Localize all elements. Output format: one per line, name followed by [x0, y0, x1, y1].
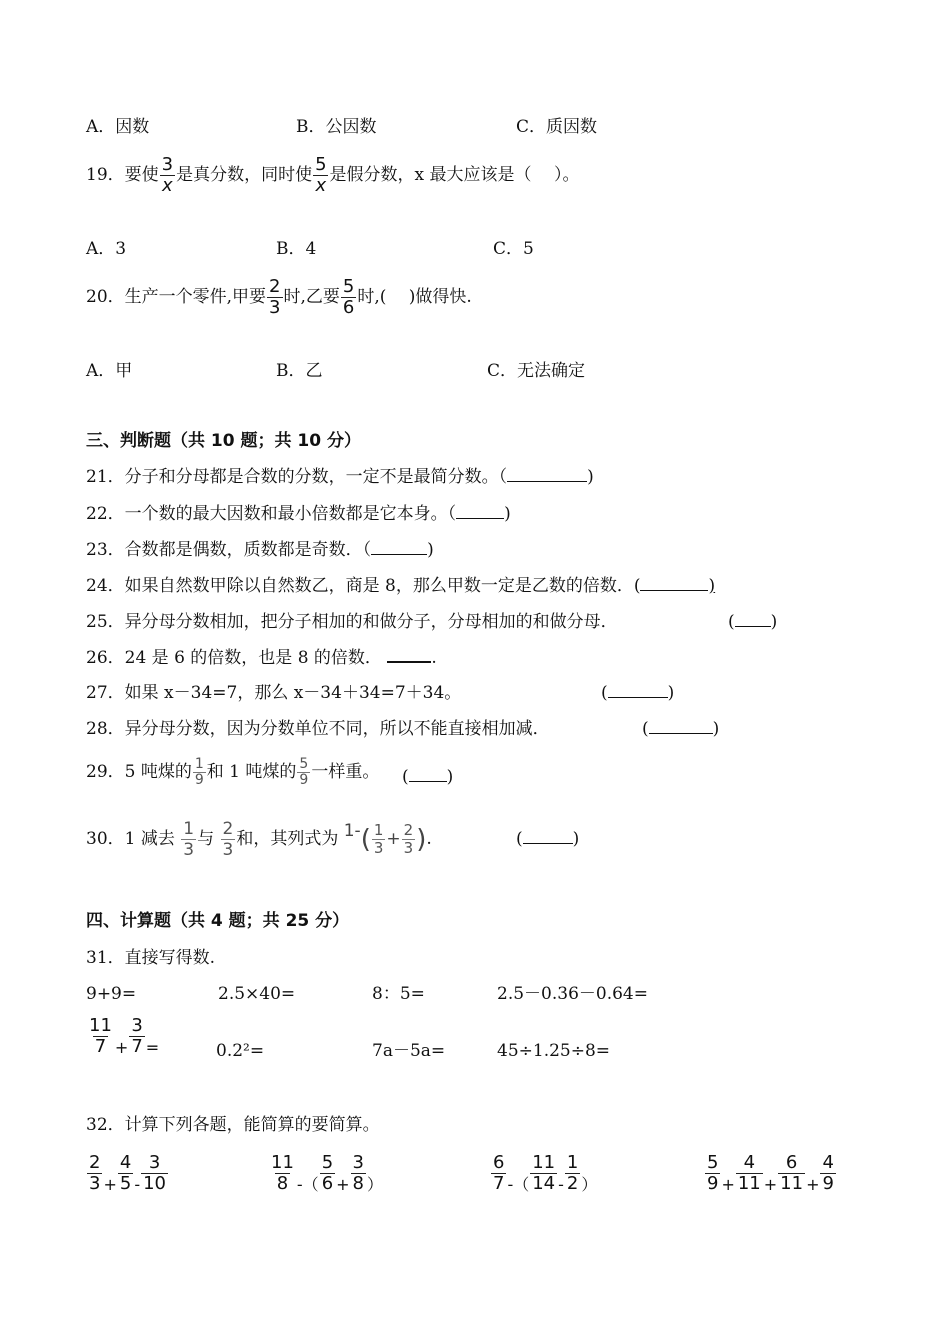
- fraction: $\frac{1}{3}$: [183, 819, 195, 860]
- fraction: $\frac{5}{9}$: [707, 1152, 719, 1194]
- fraction: $\frac{4}{5}$: [119, 1152, 132, 1194]
- q25-answer: ( ): [728, 612, 778, 632]
- q18-option-b: B．公因数: [296, 117, 377, 137]
- q32-expression-1: $\frac{2}{3}$ + $\frac{4}{5}$ - $\frac{3}{10}$: [89, 1152, 166, 1194]
- answer-blank[interactable]: [456, 504, 504, 519]
- question-28: 28．异分母分数，因为分数单位不同，所以不能直接相加减．: [86, 719, 550, 739]
- fraction: $\frac{1}{9}$: [194, 756, 204, 788]
- q19-option-b: B．4: [276, 239, 317, 259]
- answer-blank[interactable]: [608, 683, 668, 698]
- fraction: $\frac{5}{6}$: [321, 1152, 334, 1194]
- question-23: 23．合数都是偶数，质数都是奇数．（ ): [86, 540, 434, 560]
- answer-blank[interactable]: [523, 829, 573, 844]
- answer-blank[interactable]: [507, 467, 587, 482]
- fraction: $\frac{1}{2}$: [566, 1152, 579, 1194]
- fraction: $\frac{2}{3}$: [403, 821, 414, 857]
- fraction: $\frac{6}{11}$: [780, 1152, 804, 1194]
- q32-expression-3: $\frac{6}{7}$ -（ $\frac{11}{14}$ - $\frac{1}{2}$ ）: [493, 1152, 598, 1194]
- question-30: 30．1 减去 $\frac{1}{3}$ 与 $\frac{2}{3}$ 和，其列式为 1-( $\frac{1}{3}$ + $\frac{2}{3}$ ).: [86, 819, 432, 860]
- q18-option-c: C．质因数: [516, 117, 598, 137]
- fraction: $\frac{3}{7}$: [131, 1015, 143, 1057]
- fraction: $\frac{11}{8}$: [271, 1152, 294, 1194]
- question-19: 19．要使 $\frac{3}{x}$ 是真分数，同时使 $\frac{5}{x}$ 是假分数，x 最大应该是（ ）。: [86, 154, 580, 196]
- q18-option-a: A．因数: [86, 117, 150, 137]
- q31-item: $\frac{11}{7}$ + $\frac{3}{7}$ =: [89, 1015, 160, 1057]
- q31-item: 8：5=: [372, 984, 425, 1004]
- q19-option-a: A．3: [86, 239, 127, 259]
- fraction: $\frac{3}{10}$: [143, 1152, 166, 1194]
- fraction: $\frac{4}{9}$: [822, 1152, 834, 1194]
- q20-option-b: B．乙: [276, 361, 323, 381]
- fraction: $\frac{2}{3}$: [222, 819, 234, 860]
- fraction: $\frac{11}{7}$: [89, 1015, 112, 1057]
- q31-item: 2.5×40=: [218, 984, 296, 1004]
- fraction: $\frac{4}{11}$: [737, 1152, 761, 1194]
- fraction: $\frac{6}{7}$: [493, 1152, 505, 1194]
- q27-answer: ( ): [601, 683, 675, 703]
- q32-expression-2: $\frac{11}{8}$ -（ $\frac{5}{6}$ + $\frac{3}{8}$ ）: [271, 1152, 384, 1194]
- question-25: 25．异分母分数相加，把分子相加的和做分子，分母相加的和做分母．: [86, 612, 618, 632]
- fraction: $\frac{5}{6}$: [342, 276, 355, 318]
- question-31-title: 31．直接写得数.: [86, 948, 216, 968]
- fraction: $\frac{5}{9}$: [299, 756, 309, 788]
- q31-item: 0.2²=: [216, 1041, 265, 1061]
- question-22: 22．一个数的最大因数和最小倍数都是它本身。（ ): [86, 504, 511, 524]
- section-title-judgement: 三、判断题（共 10 题；共 10 分）: [86, 431, 361, 451]
- q19-option-c: C．5: [493, 239, 534, 259]
- q30-expression: 1-( $\frac{1}{3}$ + $\frac{2}{3}$ ): [343, 821, 427, 857]
- fraction: $\frac{2}{3}$: [269, 276, 281, 318]
- answer-blank[interactable]: [387, 647, 431, 663]
- q31-item: 2.5－0.36－0.64=: [497, 984, 648, 1004]
- q29-answer: ( ): [402, 767, 454, 787]
- fraction: $\frac{3}{x}$: [161, 154, 174, 196]
- question-29: 29．5 吨煤的 $\frac{1}{9}$ 和 1 吨煤的 $\frac{5}{9}$ 一样重。: [86, 756, 380, 788]
- answer-blank[interactable]: [371, 540, 427, 555]
- question-26: 26．24 是 6 的倍数，也是 8 的倍数． .: [86, 648, 437, 668]
- fraction: $\frac{1}{3}$: [373, 821, 384, 857]
- fraction: $\frac{3}{8}$: [352, 1152, 364, 1194]
- question-32-title: 32．计算下列各题，能简算的要简算。: [86, 1115, 380, 1135]
- q31-item: 45÷1.25÷8=: [497, 1041, 611, 1061]
- answer-blank[interactable]: [640, 576, 708, 591]
- question-27: 27．如果 x－34=7，那么 x－34＋34=7＋34。: [86, 683, 462, 703]
- q28-answer: ( ): [642, 719, 720, 739]
- fraction: $\frac{2}{3}$: [89, 1152, 101, 1194]
- fraction: $\frac{11}{14}$: [532, 1152, 556, 1194]
- question-20: 20．生产一个零件,甲要 $\frac{2}{3}$ 时,乙要 $\frac{5}{6}$ 时,( )做得快.: [86, 276, 472, 318]
- q31-item: 9+9=: [86, 984, 137, 1004]
- answer-blank[interactable]: [735, 612, 771, 627]
- q20-option-c: C．无法确定: [487, 361, 586, 381]
- question-24: 24．如果自然数甲除以自然数乙，商是 8，那么甲数一定是乙数的倍数．( ): [86, 576, 716, 596]
- q32-expression-4: $\frac{5}{9}$ + $\frac{4}{11}$ + $\frac{6}{11}$ + $\frac{4}{9}$: [707, 1152, 834, 1194]
- answer-blank[interactable]: [409, 767, 447, 782]
- section-title-calculation: 四、计算题（共 4 题；共 25 分）: [86, 911, 350, 931]
- fraction: $\frac{5}{x}$: [315, 154, 327, 196]
- q20-option-a: A．甲: [86, 361, 133, 381]
- answer-blank[interactable]: [649, 719, 713, 734]
- q31-item: 7a－5a=: [372, 1041, 446, 1061]
- q30-answer: ( ): [516, 829, 580, 849]
- question-21: 21．分子和分母都是合数的分数，一定不是最简分数。（ ): [86, 467, 594, 487]
